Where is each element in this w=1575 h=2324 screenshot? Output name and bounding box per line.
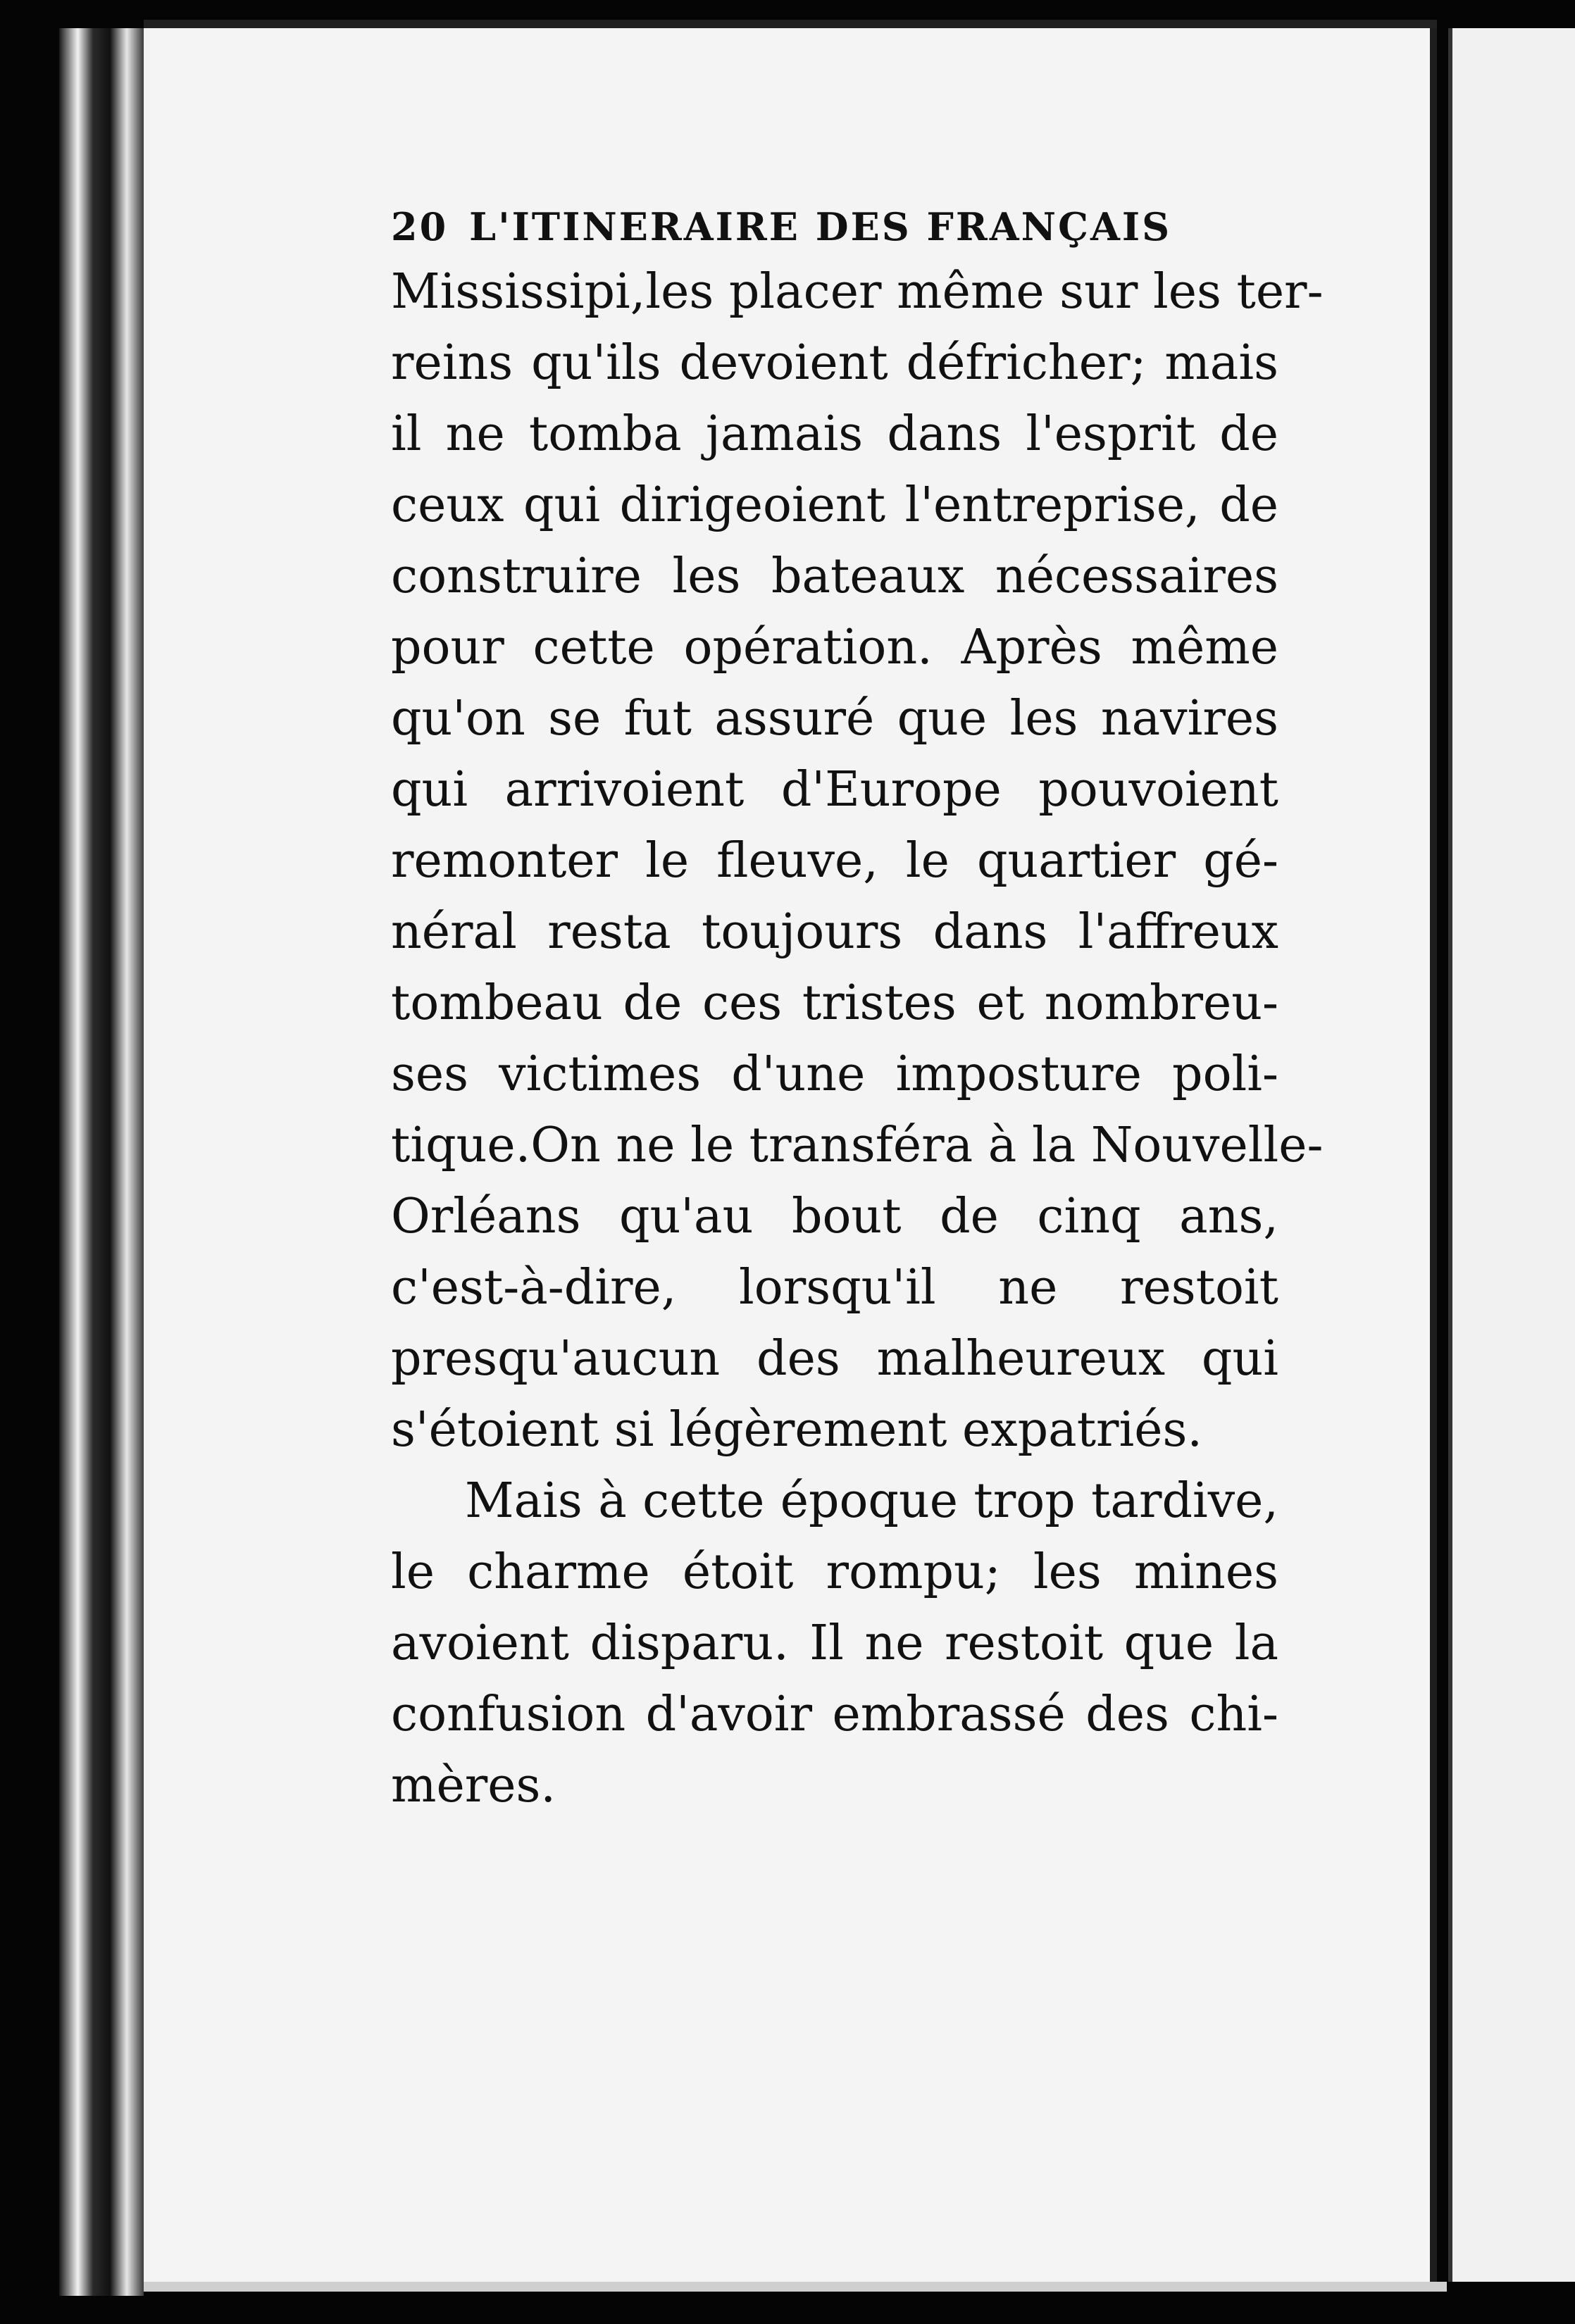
text-line: Mississipi,les placer même sur les ter- (391, 264, 1324, 320)
text-line: construire les bateaux nécessaires (391, 549, 1278, 604)
text-line: s'étoient si légèrement expatriés. (391, 1402, 1203, 1458)
text-line: c'est-à-dire, lorsqu'il ne restoit (391, 1260, 1278, 1316)
paragraph-1 (391, 256, 1324, 1466)
book-spine (59, 28, 144, 2296)
text-line: il ne tomba jamais dans l'esprit de (391, 406, 1278, 462)
running-head (391, 204, 1278, 249)
text-line: confusion d'avoir embrassé des chi- (391, 1687, 1278, 1742)
text-line: pour cette opération. Après même (391, 620, 1278, 675)
facing-page-edge (1448, 28, 1575, 2282)
text-line: qu'on se fut assuré que les navires (391, 691, 1278, 746)
text-line: Orléans qu'au bout de cinq ans, (391, 1189, 1278, 1244)
page-text-block (391, 204, 1324, 1821)
text-line: mères. (391, 1758, 556, 1813)
running-head-title: L'ITINERAIRE DES FRANÇAIS (469, 204, 1172, 249)
text-line: ceux qui dirigeoient l'entreprise, de (391, 477, 1278, 533)
text-line: tombeau de ces tristes et nombreu- (391, 975, 1278, 1031)
text-line: tique.On ne le transféra à la Nouvelle- (391, 1118, 1324, 1173)
paragraph-2 (391, 1466, 1278, 1821)
text-line: qui arrivoient d'Europe pouvoient (391, 762, 1278, 818)
text-line: le charme étoit rompu; les mines (391, 1544, 1278, 1600)
text-line: reins qu'ils devoient défricher; mais (391, 335, 1278, 391)
text-line: ses victimes d'une imposture poli- (391, 1047, 1278, 1102)
page-bottom-edge (144, 2282, 1447, 2292)
text-line: Mais à cette époque trop tardive, (465, 1473, 1278, 1529)
page-number: 20 (391, 204, 449, 249)
text-line: remonter le fleuve, le quartier gé- (391, 833, 1278, 889)
text-line: presqu'aucun des malheureux qui (391, 1331, 1278, 1387)
text-line: avoient disparu. Il ne restoit que la (391, 1616, 1278, 1671)
text-line: néral resta toujours dans l'affreux (391, 904, 1278, 960)
